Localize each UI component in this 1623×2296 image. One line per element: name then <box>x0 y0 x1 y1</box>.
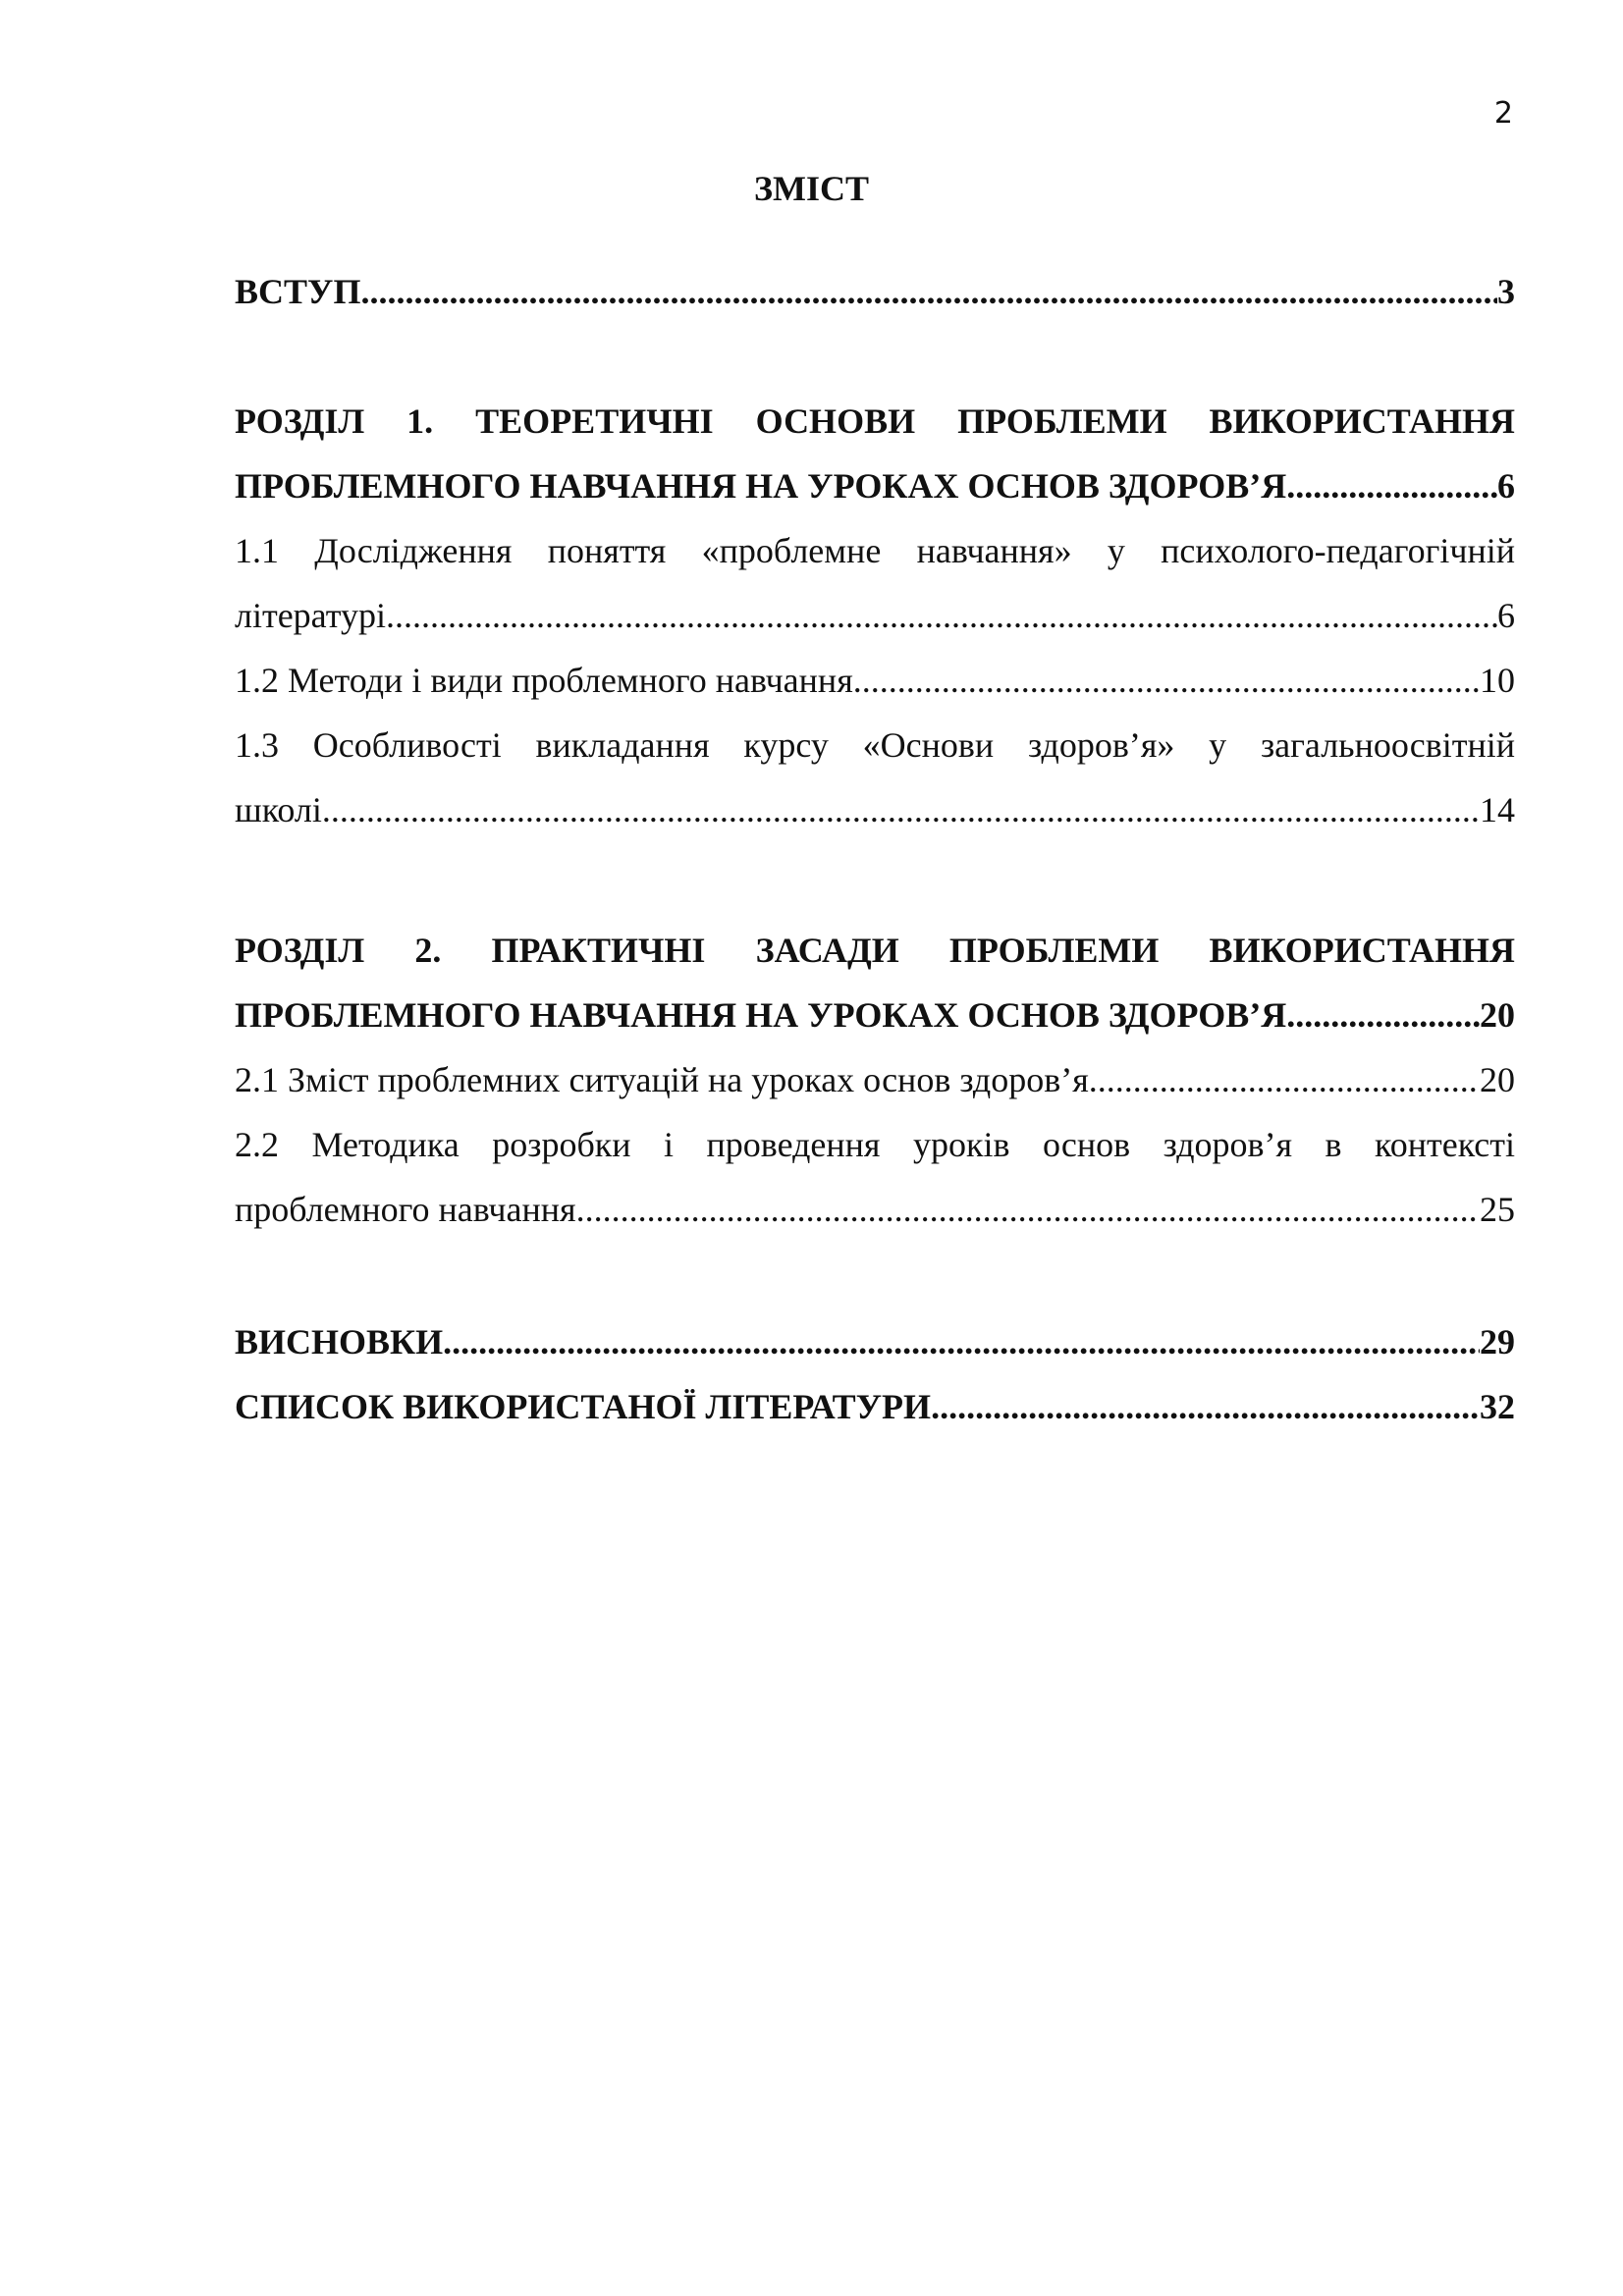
entry-title: 2.1 Зміст проблемних ситуацій на уроках основ здоров’я <box>235 1060 1089 1099</box>
entry-title-line-2: проблемного навчання <box>235 1190 576 1229</box>
entry-page-number: 29 <box>1480 1322 1515 1362</box>
toc-line <box>235 1374 1515 1439</box>
toc-line <box>235 983 1515 1047</box>
toc-line <box>235 259 1515 324</box>
toc-line <box>235 648 1515 713</box>
dot-leader <box>360 259 1497 324</box>
entry-title-line-1: РОЗДІЛ 1. ТЕОРЕТИЧНІ ОСНОВИ ПРОБЛЕМИ ВИКОРИСТАННЯ <box>235 401 1515 441</box>
entry-page-number: 10 <box>1480 661 1515 700</box>
toc-line <box>235 1309 1515 1374</box>
dot-leader <box>1286 983 1480 1047</box>
entry-title-line-2: ПРОБЛЕМНОГО НАВЧАННЯ НА УРОКАХ ОСНОВ ЗДОРОВ’Я <box>235 466 1287 506</box>
toc-entry-section-1-2[interactable] <box>235 648 1515 713</box>
toc-line <box>235 777 1515 842</box>
toc-title: ЗМІСТ <box>754 169 869 208</box>
toc-entry-chapter-1[interactable] <box>235 389 1515 518</box>
toc-line <box>235 583 1515 648</box>
entry-title-line-2: ПРОБЛЕМНОГО НАВЧАННЯ НА УРОКАХ ОСНОВ ЗДОРОВ’Я <box>235 995 1287 1035</box>
entry-page-number: 3 <box>1497 272 1515 311</box>
entry-title-line-1: 1.1 Дослідження поняття «проблемне навчання» у психолого-педагогічній <box>235 531 1515 570</box>
toc-entry-conclusions[interactable] <box>235 1309 1515 1374</box>
dot-leader <box>576 1177 1480 1242</box>
toc-entry-section-1-1[interactable] <box>235 518 1515 648</box>
entry-title: 1.2 Методи і види проблемного навчання <box>235 661 853 700</box>
toc-entry-section-1-3[interactable] <box>235 713 1515 842</box>
entry-page-number: 6 <box>1497 466 1515 506</box>
dot-leader <box>322 777 1480 842</box>
entry-page-number: 20 <box>1480 1060 1515 1099</box>
dot-leader <box>386 583 1497 648</box>
dot-leader <box>931 1374 1480 1439</box>
toc-line <box>235 454 1515 518</box>
entry-title-line-1: 2.2 Методика розробки і проведення уроків основ здоров’я в контексті <box>235 1125 1515 1164</box>
dot-leader <box>443 1309 1480 1374</box>
entry-page-number: 32 <box>1480 1387 1515 1426</box>
entry-title-line-1: 1.3 Особливості викладання курсу «Основи здоров’я» у загальноосвітній <box>235 725 1515 765</box>
entry-title: ВСТУП <box>235 272 361 311</box>
toc-entry-section-2-1[interactable] <box>235 1047 1515 1112</box>
toc-line <box>235 1047 1515 1112</box>
entry-title-line-2: літературі <box>235 596 386 635</box>
dot-leader <box>1089 1047 1480 1112</box>
entry-page-number: 14 <box>1480 790 1515 829</box>
entry-page-number: 25 <box>1480 1190 1515 1229</box>
entry-title-line-1: РОЗДІЛ 2. ПРАКТИЧНІ ЗАСАДИ ПРОБЛЕМИ ВИКОРИСТАННЯ <box>235 931 1515 970</box>
toc-entry-section-2-2[interactable] <box>235 1112 1515 1242</box>
toc-entry-chapter-2[interactable] <box>235 918 1515 1047</box>
toc-entry-references[interactable] <box>235 1374 1515 1439</box>
toc-entry-intro[interactable] <box>235 259 1515 324</box>
entry-page-number: 20 <box>1480 995 1515 1035</box>
entry-title: ВИСНОВКИ <box>235 1322 444 1362</box>
toc-line <box>235 1177 1515 1242</box>
page-number: 2 <box>1493 96 1513 131</box>
dot-leader <box>853 648 1480 713</box>
dot-leader <box>1286 454 1497 518</box>
entry-title: СПИСОК ВИКОРИСТАНОЇ ЛІТЕРАТУРИ <box>235 1387 932 1426</box>
entry-page-number: 6 <box>1497 596 1515 635</box>
entry-title-line-2: школі <box>235 790 322 829</box>
